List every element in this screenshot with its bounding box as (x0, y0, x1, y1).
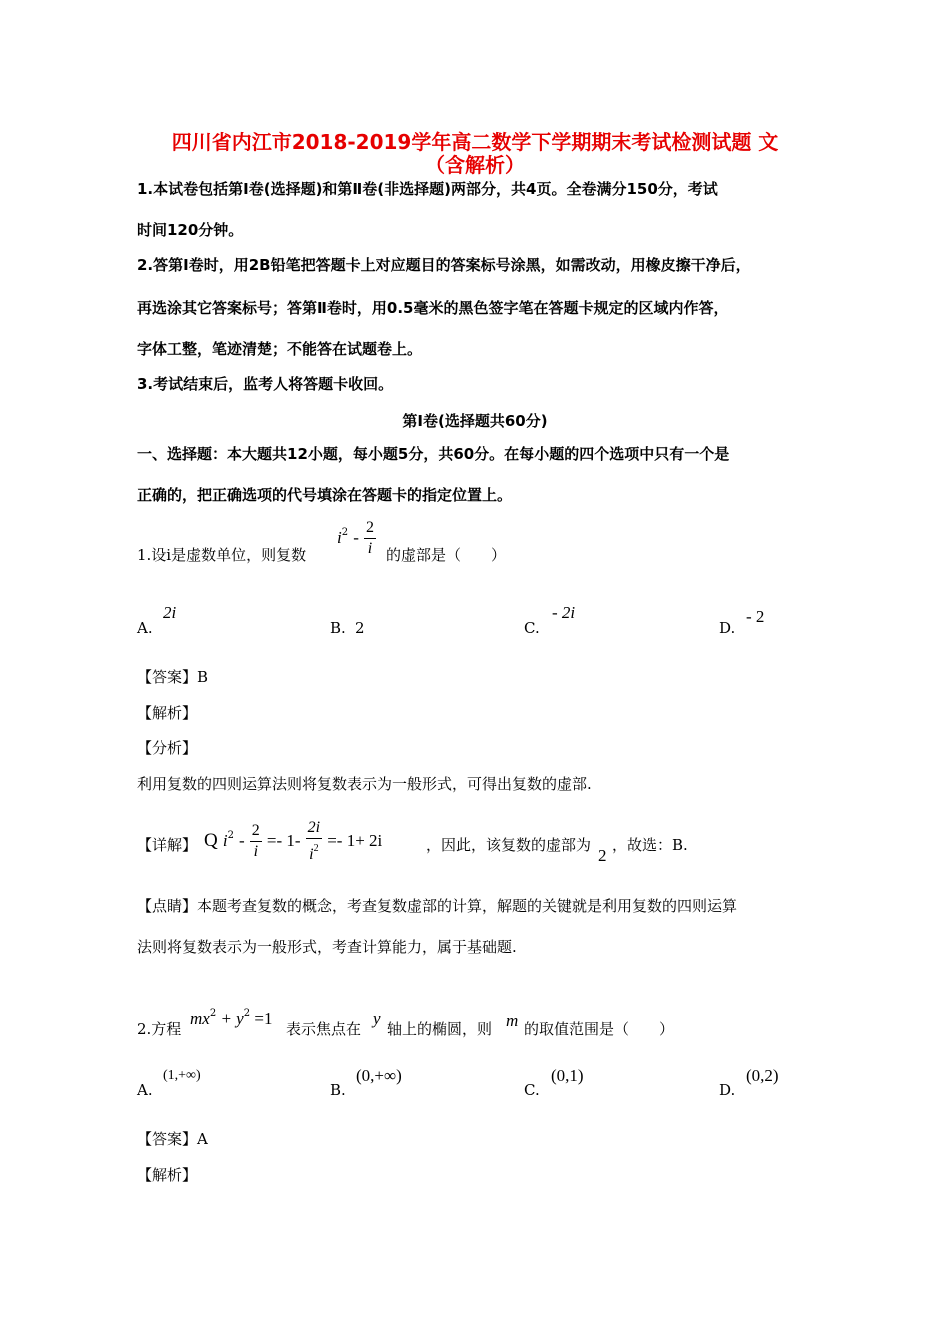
q1-detail-frac1-den: i (253, 843, 259, 860)
q2-option-a-value: (1,+∞) (163, 1068, 201, 1083)
q1-detail-frac2-den-exp: 2 (313, 843, 319, 854)
q1-detail-value: 2 (598, 846, 607, 865)
q2-option-b-value: (0,+∞) (356, 1066, 402, 1085)
q1-option-c-label: C. (524, 619, 540, 637)
q1-detail-frac2-den: i (309, 846, 314, 863)
q2-expr-plus-y: + y (216, 1009, 244, 1028)
q1-option-d-value: - 2 (746, 607, 765, 626)
q1-detail-because-symbol: Q (204, 830, 218, 851)
q1-expression (337, 518, 376, 559)
q1-detail-frac2-num: 2i (306, 818, 322, 839)
q1-detail-fraction-2 (306, 818, 322, 865)
q1-option-c-value: - 2i (552, 603, 576, 622)
section-description-line-1: 一、选择题：本大题共12小题，每小题5分，共60分。在每小题的四个选项中只有一个是 (137, 445, 730, 463)
q2-expr-exp1: 2 (209, 1008, 217, 1019)
q1-detail-label: 【详解】 (137, 836, 198, 854)
q1-detail-expression (204, 818, 382, 865)
q2-option-a-label: A. (137, 1081, 153, 1099)
q2-stem-suffix: 的取值范围是（ ） (524, 1020, 675, 1038)
q2-equation (190, 1008, 272, 1029)
q2-answer: 【答案】A (137, 1130, 208, 1148)
q2-var-y: y (373, 1009, 381, 1028)
q1-detail-i: i (222, 831, 228, 850)
section-heading: 第Ⅰ卷(选择题共60分) (402, 412, 548, 430)
instruction-1-line-1: 1.本试卷包括第Ⅰ卷(选择题)和第Ⅱ卷(非选择题)两部分，共4页。全卷满分150分，考试 (137, 180, 718, 198)
q2-expr-exp2: 2 (243, 1008, 251, 1019)
q1-expr-exp: 2 (341, 527, 349, 538)
q1-detail-text-mid: ，因此，该复数的虚部为 (426, 836, 592, 854)
q1-option-a-value: 2i (163, 603, 177, 622)
q1-comment-line-1: 【点睛】本题考查复数的概念，考查复数虚部的计算，解题的关键就是利用复数的四则运算 (137, 897, 738, 915)
q2-option-c-label: C. (524, 1081, 540, 1099)
q2-stem-prefix: 2.方程 (137, 1020, 182, 1038)
q1-detail-exp1: 2 (227, 830, 234, 841)
q1-detail-frac1-num: 2 (250, 821, 262, 842)
q2-option-d-value: (0,2) (746, 1066, 779, 1085)
q1-option-b-label: B. (330, 619, 346, 637)
document-title: 四川省内江市2018-2019学年高二数学下学期期末考试检测试题 文 (171, 130, 779, 154)
q1-expr-minus: - (353, 528, 359, 547)
q1-option-a-label: A. (137, 619, 153, 637)
instruction-3: 3.考试结束后，监考人将答题卡收回。 (137, 375, 394, 393)
instruction-2-line-2: 再选涂其它答案标号；答第Ⅱ卷时，用0.5毫米的黑色签字笔在答题卡规定的区域内作答， (137, 299, 729, 317)
q2-option-b-label: B. (330, 1081, 346, 1099)
q1-expr-fraction (364, 518, 376, 559)
q1-detail-eq1: =- 1- (266, 831, 301, 850)
q2-stem-mid2: 轴上的椭圆，则 (387, 1020, 493, 1038)
q2-option-d-label: D. (719, 1081, 736, 1099)
instruction-2-line-3: 字体工整，笔迹清楚；不能答在试题卷上。 (137, 340, 423, 358)
q1-option-d-label: D. (719, 619, 736, 637)
q1-detail-text-end: ，故选：B. (612, 836, 688, 854)
q1-fenxi-label: 【分析】 (137, 739, 198, 757)
q1-detail-frac2-den-wrap (306, 839, 322, 865)
q1-option-b-value: 2 (355, 619, 365, 637)
instruction-1-line-2: 时间120分钟。 (137, 221, 244, 239)
q1-stem-prefix: 1.设i是虚数单位，则复数 (137, 546, 307, 564)
q1-frac-num: 2 (364, 518, 376, 539)
q1-fenxi-text: 利用复数的四则运算法则将复数表示为一般形式，可得出复数的虚部. (137, 775, 592, 793)
q1-comment-line-2: 法则将复数表示为一般形式，考查计算能力，属于基础题. (137, 938, 517, 956)
q1-detail-fraction-1 (250, 821, 262, 862)
document-subtitle: （含解析） (425, 153, 525, 177)
instruction-2-line-1: 2.答第Ⅰ卷时，用2B铅笔把答题卡上对应题目的答案标号涂黑，如需改动，用橡皮擦干净后， (137, 256, 751, 274)
q2-stem-mid: 表示焦点在 (286, 1020, 362, 1038)
q1-answer: 【答案】B (137, 668, 209, 686)
q1-detail-minus: - (239, 831, 245, 850)
q2-expr-mx: mx (190, 1009, 210, 1028)
q1-frac-den: i (367, 540, 373, 557)
section-description-line-2: 正确的，把正确选项的代号填涂在答题卡的指定位置上。 (137, 486, 513, 504)
q1-stem-suffix: 的虚部是（ ） (386, 546, 507, 564)
q1-expr-i: i (337, 528, 342, 547)
q2-var-m: m (506, 1011, 519, 1030)
q1-detail-eq2: =- 1+ 2i (327, 831, 383, 850)
q2-option-c-value: (0,1) (551, 1066, 584, 1085)
q2-jiexi-label: 【解析】 (137, 1166, 198, 1184)
q1-jiexi-label: 【解析】 (137, 704, 198, 722)
q2-expr-eq: =1 (250, 1009, 273, 1028)
